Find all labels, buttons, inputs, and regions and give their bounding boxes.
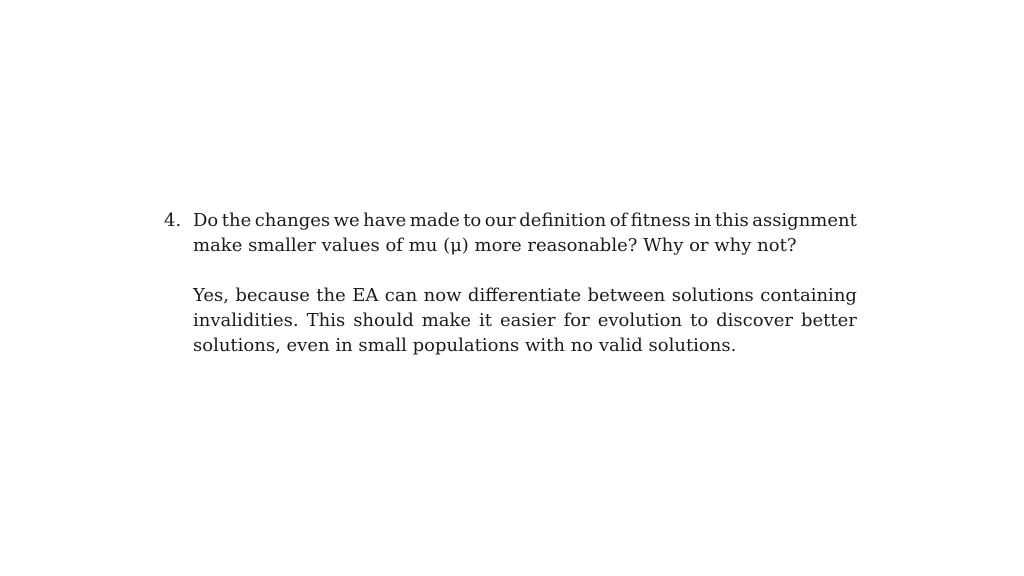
word: evolution bbox=[597, 310, 683, 331]
answer-text-line-1 bbox=[193, 283, 857, 308]
word: between bbox=[587, 285, 666, 306]
word: we bbox=[333, 210, 360, 231]
word: assignment bbox=[752, 210, 857, 231]
word: of bbox=[609, 210, 628, 231]
question-text-line-1 bbox=[193, 208, 857, 233]
word: the bbox=[221, 210, 252, 231]
word: differentiate bbox=[467, 285, 582, 306]
word: EA bbox=[352, 285, 379, 306]
word: make bbox=[421, 310, 472, 331]
question-text-line-2: make smaller values of mu (μ) more reasonable? Why or why not? bbox=[193, 235, 797, 256]
word: it bbox=[479, 310, 493, 331]
word: fitness bbox=[630, 210, 691, 231]
word: this bbox=[714, 210, 749, 231]
word: Yes, bbox=[193, 285, 229, 306]
word: better bbox=[800, 310, 857, 331]
answer-text-line-2 bbox=[193, 308, 857, 333]
word: because bbox=[235, 285, 310, 306]
word: can bbox=[384, 285, 418, 306]
word: for bbox=[563, 310, 590, 331]
word: to bbox=[463, 210, 482, 231]
word: should bbox=[353, 310, 414, 331]
word: now bbox=[423, 285, 462, 306]
word: easier bbox=[500, 310, 556, 331]
word: have bbox=[363, 210, 407, 231]
answer-paragraph bbox=[193, 283, 857, 358]
word: invalidities. bbox=[193, 310, 299, 331]
word: the bbox=[316, 285, 346, 306]
answer-text-line-3: solutions, even in small populations with no valid solutions. bbox=[193, 335, 737, 356]
word: Do bbox=[193, 210, 219, 231]
word: definition bbox=[519, 210, 607, 231]
word: in bbox=[694, 210, 712, 231]
word: discover bbox=[716, 310, 794, 331]
word: made bbox=[409, 210, 460, 231]
word: changes bbox=[254, 210, 331, 231]
word: solutions bbox=[671, 285, 754, 306]
question-body bbox=[193, 208, 857, 358]
word: This bbox=[306, 310, 346, 331]
word: to bbox=[690, 310, 709, 331]
word: our bbox=[484, 210, 516, 231]
question-number: 4. bbox=[164, 210, 182, 231]
word: containing bbox=[760, 285, 857, 306]
